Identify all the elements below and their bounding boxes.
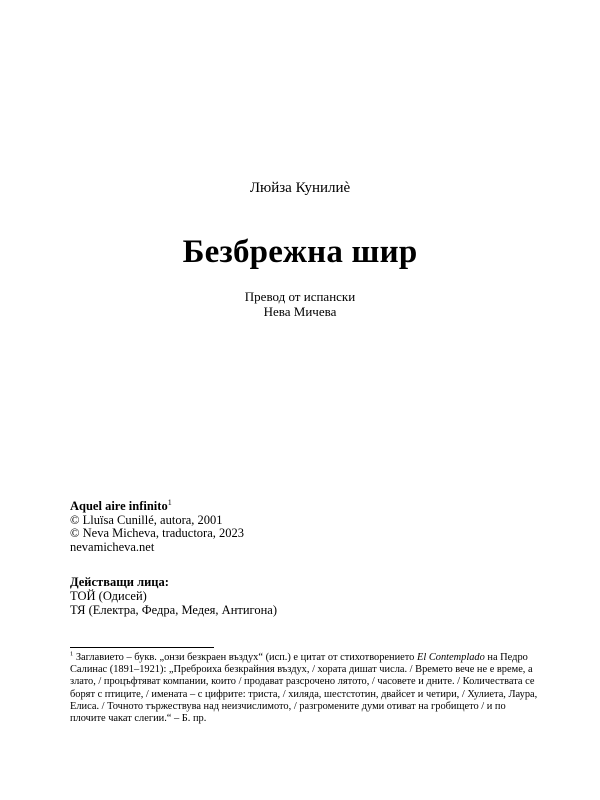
- characters-heading: Действащи лица:: [70, 575, 169, 589]
- website-link: nevamicheva.net: [70, 539, 155, 554]
- book-title: Безбрежна шир: [182, 234, 418, 270]
- copyright-translator: © Neva Micheva, traductora, 2023: [70, 526, 245, 540]
- characters-block: [70, 575, 277, 617]
- footnote: [70, 652, 540, 725]
- footnote-mark: 1: [70, 650, 74, 658]
- original-title: Aquel aire infinito: [70, 499, 168, 513]
- character-item: ТОЙ (Одисей): [70, 589, 147, 603]
- copyright-block: [70, 497, 245, 554]
- footnote-separator: [70, 647, 214, 648]
- translation-label: Превод от испански: [244, 289, 356, 304]
- translation-credit: [0, 289, 600, 319]
- translator-name: Нева Мичева: [263, 304, 337, 319]
- poem-title: El Contemplado: [416, 652, 485, 663]
- character-item: ТЯ (Електра, Федра, Медея, Антигона): [70, 603, 278, 617]
- copyright-author: © Lluïsa Cunillé, autora, 2001: [70, 512, 223, 527]
- footnote-reference: 1: [167, 497, 172, 507]
- footnote-text-end: на Педро Салинас (1891–1921): „Преброиха безкрайния въздух, / хората дишат числа. / Времето вече не е време, а злато, / процъфтяват компании, които / продават разсрочено лятото, / часовете и дните. / Количествата се борят с птиците, / имената – с цифрите: триста, / хиляда, шестстотин, двайсет и четири, / Хулиета, Лаура, Елиса. / Точното тържествува над неизчислимото, / разгромените думи отиват на гробището / и по плочите чакат слегии.“ – Б. пр.: [70, 652, 538, 725]
- footnote-text-start: Заглавието – букв. „онзи безкраен въздух“ (исп.) е цитат от стихотворението: [73, 652, 417, 663]
- author-name: Люйза Кунилиѐ: [249, 180, 351, 196]
- original-title-line: [70, 497, 244, 514]
